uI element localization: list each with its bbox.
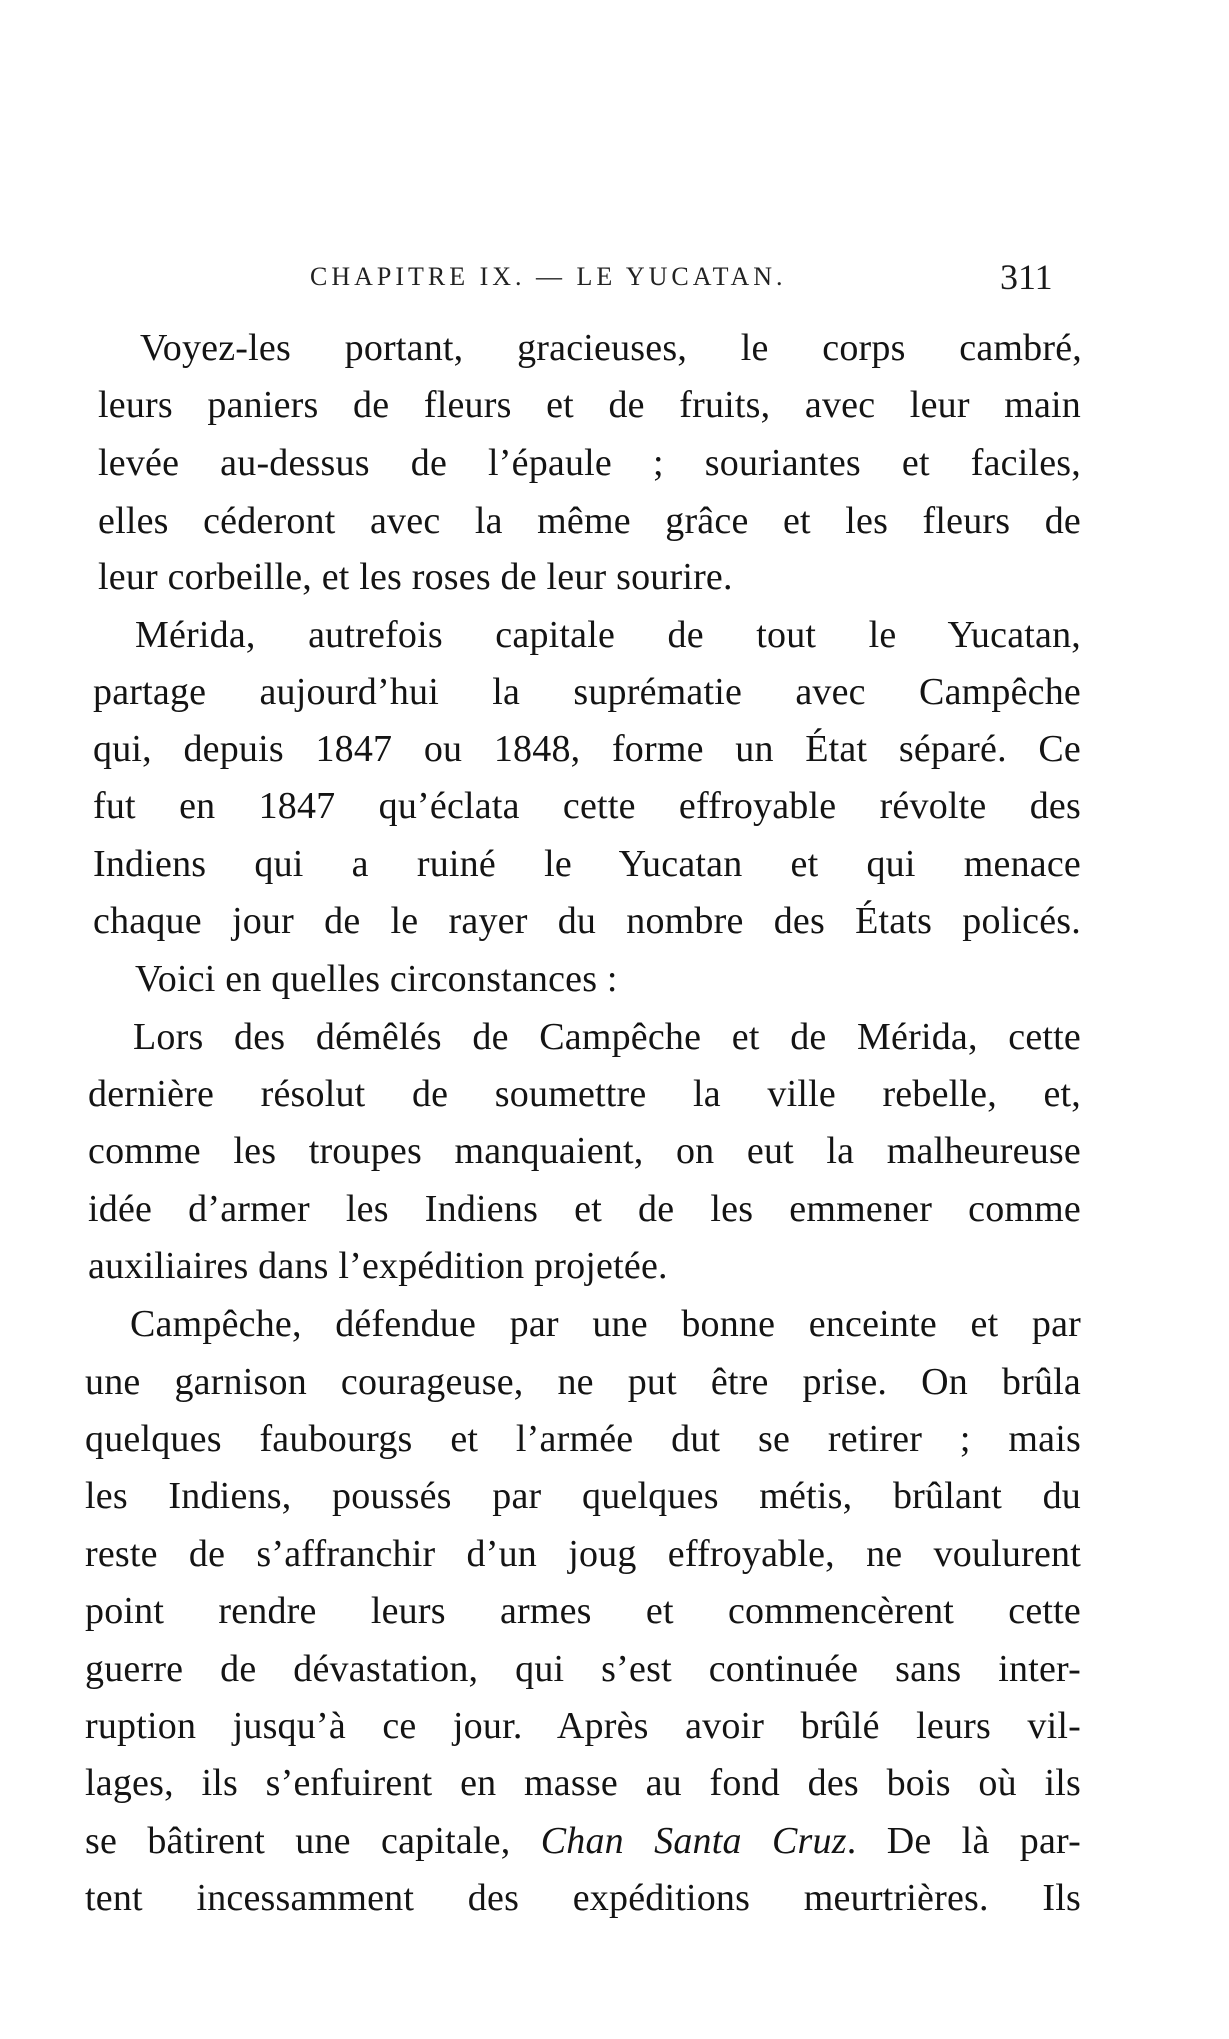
text-line-17: auxiliaires dans l’expédition projetée. <box>88 1245 668 1287</box>
text-line-2: leurs paniers de fleurs et de fruits, avec leur main <box>98 384 1081 426</box>
text-line-7: partage aujourd’hui la suprématie avec Campêche <box>93 671 1081 713</box>
text-line-4: elles céderont avec la même grâce et les fleurs de <box>98 500 1081 542</box>
text-line-22: reste de s’affranchir d’un joug effroyable, ne voulurent <box>85 1533 1081 1575</box>
text-line-18: Campêche, défendue par une bonne enceinte et par <box>130 1303 1081 1345</box>
italic-place-name: Chan Santa Cruz <box>540 1820 847 1862</box>
text-line-8: qui, depuis 1847 ou 1848, forme un État séparé. Ce <box>93 728 1081 770</box>
running-head-title: CHAPITRE IX. — LE YUCATAN. <box>310 262 787 291</box>
text-line-27-before: se bâtirent une capitale, <box>85 1820 541 1862</box>
text-line-26: lages, ils s’enfuirent en masse au fond des bois où ils <box>85 1762 1081 1804</box>
text-line-21: les Indiens, poussés par quelques métis, brûlant du <box>85 1475 1081 1517</box>
text-line-1: Voyez-les portant, gracieuses, le corps cambré, <box>140 327 1082 369</box>
text-line-27 <box>85 1819 1081 1863</box>
text-line-28: tent incessamment des expéditions meurtrières. Ils <box>85 1877 1081 1919</box>
text-line-19: une garnison courageuse, ne put être prise. On brûla <box>85 1361 1081 1403</box>
text-line-16: idée d’armer les Indiens et de les emmener comme <box>88 1188 1081 1230</box>
text-line-14: dernière résolut de soumettre la ville rebelle, et, <box>88 1073 1081 1115</box>
text-line-20: quelques faubourgs et l’armée dut se retirer ; mais <box>85 1418 1081 1460</box>
text-line-25: ruption jusqu’à ce jour. Après avoir brûlé leurs vil- <box>85 1705 1081 1747</box>
text-line-10: Indiens qui a ruiné le Yucatan et qui menace <box>93 843 1081 885</box>
text-line-5: leur corbeille, et les roses de leur sourire. <box>98 556 733 598</box>
text-line-9: fut en 1847 qu’éclata cette effroyable révolte des <box>93 785 1081 827</box>
text-line-3: levée au-dessus de l’épaule ; souriantes et faciles, <box>98 442 1081 484</box>
text-line-6: Mérida, autrefois capitale de tout le Yucatan, <box>135 614 1081 656</box>
page-number: 311 <box>1000 257 1053 297</box>
text-line-27-after: . De là par- <box>846 1820 1081 1862</box>
text-line-11: chaque jour de le rayer du nombre des États policés. <box>93 900 1081 942</box>
text-line-15: comme les troupes manquaient, on eut la malheureuse <box>88 1130 1081 1172</box>
text-line-13: Lors des démêlés de Campêche et de Mérida, cette <box>133 1016 1081 1058</box>
text-line-24: guerre de dévastation, qui s’est continuée sans inter- <box>85 1648 1081 1690</box>
text-line-12: Voici en quelles circonstances : <box>135 958 618 1000</box>
text-line-23: point rendre leurs armes et commencèrent cette <box>85 1590 1081 1632</box>
